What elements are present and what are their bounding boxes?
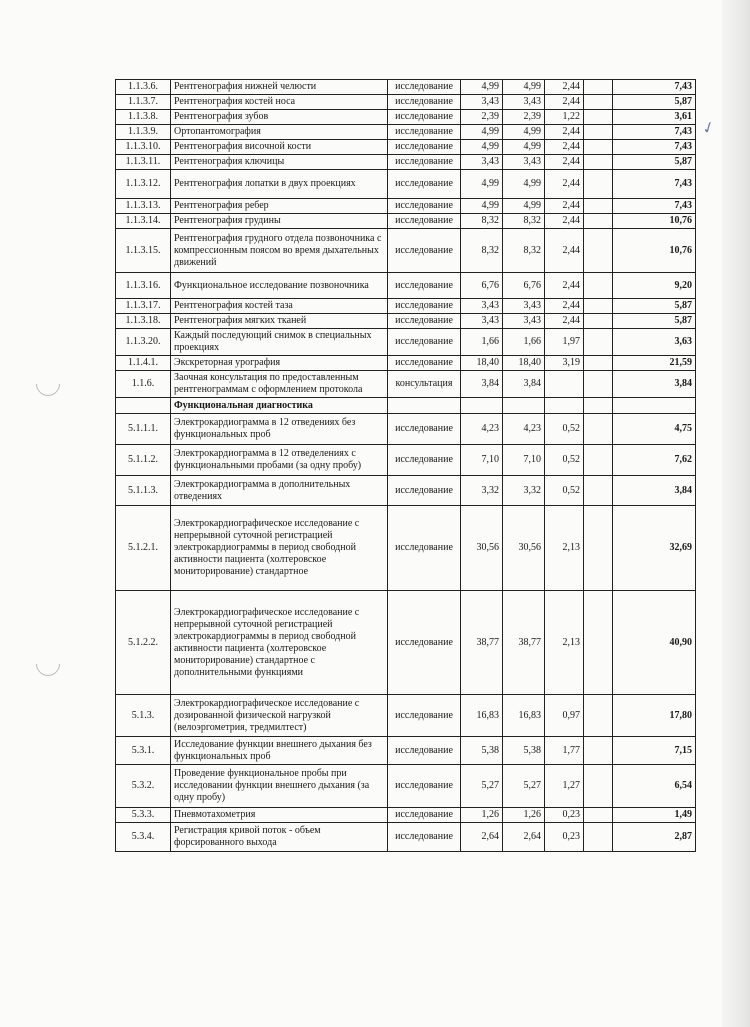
service-name: Рентгенография костей носа (171, 95, 388, 110)
service-unit: исследование (388, 823, 461, 852)
value-b: 1,66 (503, 329, 545, 356)
total-price: 6,54 (613, 765, 696, 808)
value-c: 0,52 (545, 476, 584, 506)
value-c: 2,44 (545, 273, 584, 299)
table-row (116, 329, 696, 356)
service-unit: исследование (388, 229, 461, 273)
service-name: Рентгенография ключицы (171, 155, 388, 170)
value-c: 1,97 (545, 329, 584, 356)
table-row (116, 476, 696, 506)
value-d (584, 591, 613, 695)
service-unit: исследование (388, 414, 461, 445)
total-price: 17,80 (613, 695, 696, 737)
service-code: 5.1.3. (116, 695, 171, 737)
value-b: 4,99 (503, 199, 545, 214)
service-unit: исследование (388, 95, 461, 110)
value-a: 3,43 (461, 299, 503, 314)
service-unit: исследование (388, 80, 461, 95)
service-name: Рентгенография височной кости (171, 140, 388, 155)
table-row (116, 371, 696, 398)
table-row (116, 299, 696, 314)
table-row (116, 273, 696, 299)
table-row (116, 823, 696, 852)
value-d (584, 506, 613, 591)
value-a: 7,10 (461, 445, 503, 476)
service-unit: исследование (388, 125, 461, 140)
value-b: 7,10 (503, 445, 545, 476)
value-b: 4,99 (503, 125, 545, 140)
value-c: 2,44 (545, 170, 584, 199)
service-name: Экскреторная урография (171, 356, 388, 371)
value-b: 16,83 (503, 695, 545, 737)
value-c: 1,27 (545, 765, 584, 808)
value-c: 2,44 (545, 125, 584, 140)
service-unit: исследование (388, 695, 461, 737)
value-c (545, 371, 584, 398)
value-a: 4,99 (461, 80, 503, 95)
value-a: 38,77 (461, 591, 503, 695)
total-price: 5,87 (613, 95, 696, 110)
value-a: 8,32 (461, 214, 503, 229)
service-code: 5.3.4. (116, 823, 171, 852)
service-name: Электрокардиограмма в 12 отведениях без функциональных проб (171, 414, 388, 445)
value-d (584, 125, 613, 140)
total-price: 21,59 (613, 356, 696, 371)
service-code: 1.1.3.7. (116, 95, 171, 110)
section-empty-cell (545, 398, 584, 414)
value-c: 2,44 (545, 155, 584, 170)
value-d (584, 808, 613, 823)
value-b: 3,43 (503, 299, 545, 314)
total-price: 10,76 (613, 229, 696, 273)
service-name: Электрокардиографическое исследование с дозированной физической нагрузкой (велоэргометрия, тредмилтест) (171, 695, 388, 737)
value-b: 3,84 (503, 371, 545, 398)
service-name: Рентгенография ребер (171, 199, 388, 214)
total-price: 5,87 (613, 155, 696, 170)
value-a: 6,76 (461, 273, 503, 299)
value-c: 0,97 (545, 695, 584, 737)
service-name: Заочная консультация по предоставленным рентгенограммам с оформлением протокола (171, 371, 388, 398)
service-code: 5.1.2.1. (116, 506, 171, 591)
service-code: 1.1.3.11. (116, 155, 171, 170)
service-name: Проведение функциональное пробы при исследовании функции внешнего дыхания (за одну пробу) (171, 765, 388, 808)
value-d (584, 214, 613, 229)
value-d (584, 823, 613, 852)
value-b: 8,32 (503, 214, 545, 229)
total-price: 7,43 (613, 125, 696, 140)
service-name: Электрокардиограмма в дополнительных отведениях (171, 476, 388, 506)
table-row (116, 125, 696, 140)
value-a: 1,26 (461, 808, 503, 823)
value-d (584, 273, 613, 299)
service-unit: исследование (388, 476, 461, 506)
value-b: 18,40 (503, 356, 545, 371)
service-name: Электрокардиограмма в 12 отведелениях с функциональными пробами (за одну пробу) (171, 445, 388, 476)
value-a: 30,56 (461, 506, 503, 591)
service-unit: исследование (388, 356, 461, 371)
value-a: 3,32 (461, 476, 503, 506)
value-d (584, 414, 613, 445)
service-code: 5.3.1. (116, 737, 171, 765)
value-d (584, 445, 613, 476)
value-a: 3,43 (461, 95, 503, 110)
value-b: 4,99 (503, 140, 545, 155)
service-unit: исследование (388, 273, 461, 299)
total-price: 7,43 (613, 80, 696, 95)
service-name: Функциональное исследование позвоночника (171, 273, 388, 299)
value-d (584, 737, 613, 765)
value-d (584, 765, 613, 808)
table-row (116, 356, 696, 371)
check-mark-icon: ✓ (699, 118, 719, 139)
service-name: Пневмотахометрия (171, 808, 388, 823)
value-c: 0,23 (545, 808, 584, 823)
value-d (584, 371, 613, 398)
service-name: Исследование функции внешнего дыхания без функциональных проб (171, 737, 388, 765)
service-name: Ортопантомография (171, 125, 388, 140)
value-a: 3,43 (461, 155, 503, 170)
section-row (116, 398, 696, 414)
section-empty-cell (503, 398, 545, 414)
service-code: 1.1.3.9. (116, 125, 171, 140)
service-unit: исследование (388, 155, 461, 170)
service-unit: исследование (388, 737, 461, 765)
service-name: Рентгенография зубов (171, 110, 388, 125)
section-title: Функциональная диагностика (171, 398, 388, 414)
service-name: Рентгенография мягких тканей (171, 314, 388, 329)
value-b: 3,43 (503, 155, 545, 170)
table-row (116, 445, 696, 476)
service-name: Рентгенография грудины (171, 214, 388, 229)
value-d (584, 155, 613, 170)
value-a: 1,66 (461, 329, 503, 356)
service-name: Рентгенография грудного отдела позвоночника с компрессионным поясом во время дыхательных движений (171, 229, 388, 273)
table-row (116, 155, 696, 170)
service-code: 5.1.1.3. (116, 476, 171, 506)
service-unit: исследование (388, 591, 461, 695)
value-a: 18,40 (461, 356, 503, 371)
service-code: 1.1.3.6. (116, 80, 171, 95)
service-name: Каждый последующий снимок в специальных проекциях (171, 329, 388, 356)
service-code: 1.1.4.1. (116, 356, 171, 371)
value-d (584, 110, 613, 125)
value-d (584, 170, 613, 199)
value-b: 3,43 (503, 314, 545, 329)
value-d (584, 314, 613, 329)
service-code: 1.1.3.14. (116, 214, 171, 229)
table-row (116, 170, 696, 199)
value-c: 2,44 (545, 199, 584, 214)
service-unit: исследование (388, 329, 461, 356)
service-code: 5.1.2.2. (116, 591, 171, 695)
table-row (116, 765, 696, 808)
total-price: 7,43 (613, 140, 696, 155)
value-b: 5,27 (503, 765, 545, 808)
service-code: 1.1.3.12. (116, 170, 171, 199)
value-a: 4,99 (461, 125, 503, 140)
section-code-cell (116, 398, 171, 414)
service-code: 1.1.3.18. (116, 314, 171, 329)
value-b: 2,39 (503, 110, 545, 125)
value-a: 4,99 (461, 170, 503, 199)
service-code: 1.1.3.13. (116, 199, 171, 214)
value-a: 2,39 (461, 110, 503, 125)
value-d (584, 229, 613, 273)
value-a: 3,43 (461, 314, 503, 329)
section-empty-cell (461, 398, 503, 414)
value-c: 2,44 (545, 299, 584, 314)
section-empty-cell (388, 398, 461, 414)
table-row (116, 808, 696, 823)
table-row (116, 199, 696, 214)
service-code: 1.1.6. (116, 371, 171, 398)
value-d (584, 695, 613, 737)
value-c: 1,22 (545, 110, 584, 125)
value-b: 5,38 (503, 737, 545, 765)
value-c: 1,77 (545, 737, 584, 765)
service-code: 1.1.3.10. (116, 140, 171, 155)
service-unit: исследование (388, 445, 461, 476)
total-price: 2,87 (613, 823, 696, 852)
value-b: 3,32 (503, 476, 545, 506)
service-unit: исследование (388, 765, 461, 808)
table-row (116, 95, 696, 110)
total-price: 10,76 (613, 214, 696, 229)
service-name: Регистрация кривой поток - объем форсированного выхода (171, 823, 388, 852)
service-unit: исследование (388, 170, 461, 199)
service-unit: исследование (388, 199, 461, 214)
service-unit: консультация (388, 371, 461, 398)
service-unit: исследование (388, 140, 461, 155)
section-empty-cell (584, 398, 613, 414)
value-a: 8,32 (461, 229, 503, 273)
value-d (584, 80, 613, 95)
value-a: 3,84 (461, 371, 503, 398)
service-name: Электрокардиографическое исследование с непрерывной суточной регистрацией электрокардиограммы в период свободной активности пациента (холтеровское мониторирование) стандартное (171, 506, 388, 591)
value-c: 2,44 (545, 229, 584, 273)
service-name: Рентгенография костей таза (171, 299, 388, 314)
value-a: 5,38 (461, 737, 503, 765)
service-code: 5.3.2. (116, 765, 171, 808)
table-row (116, 414, 696, 445)
service-code: 5.1.1.1. (116, 414, 171, 445)
total-price: 7,15 (613, 737, 696, 765)
value-a: 4,99 (461, 199, 503, 214)
table-row (116, 229, 696, 273)
service-code: 5.1.1.2. (116, 445, 171, 476)
service-code: 1.1.3.8. (116, 110, 171, 125)
service-unit: исследование (388, 506, 461, 591)
total-price: 9,20 (613, 273, 696, 299)
value-d (584, 199, 613, 214)
section-empty-cell (613, 398, 696, 414)
page-edge (722, 0, 750, 1027)
price-table-body (116, 80, 696, 852)
value-a: 16,83 (461, 695, 503, 737)
value-a: 4,23 (461, 414, 503, 445)
service-unit: исследование (388, 214, 461, 229)
value-d (584, 476, 613, 506)
value-b: 2,64 (503, 823, 545, 852)
total-price: 7,43 (613, 199, 696, 214)
value-c: 0,23 (545, 823, 584, 852)
table-row (116, 110, 696, 125)
table-row (116, 314, 696, 329)
value-a: 5,27 (461, 765, 503, 808)
service-code: 1.1.3.16. (116, 273, 171, 299)
value-c: 2,44 (545, 95, 584, 110)
total-price: 5,87 (613, 314, 696, 329)
total-price: 3,61 (613, 110, 696, 125)
service-name: Электрокардиографическое исследование с непрерывной суточной регистрацией электрокардиограммы в период свободной активности пациента (холтеровское мониторирование) стандартное с дополнительными функциями (171, 591, 388, 695)
value-b: 3,43 (503, 95, 545, 110)
punch-hole-bottom (31, 647, 65, 681)
value-c: 3,19 (545, 356, 584, 371)
value-c: 2,13 (545, 591, 584, 695)
service-code: 1.1.3.20. (116, 329, 171, 356)
value-b: 4,99 (503, 170, 545, 199)
value-d (584, 356, 613, 371)
value-c: 2,13 (545, 506, 584, 591)
value-b: 30,56 (503, 506, 545, 591)
total-price: 1,49 (613, 808, 696, 823)
service-unit: исследование (388, 110, 461, 125)
table-row (116, 695, 696, 737)
total-price: 32,69 (613, 506, 696, 591)
value-c: 2,44 (545, 80, 584, 95)
value-c: 2,44 (545, 314, 584, 329)
value-c: 2,44 (545, 140, 584, 155)
total-price: 3,84 (613, 371, 696, 398)
service-code: 1.1.3.17. (116, 299, 171, 314)
value-d (584, 329, 613, 356)
total-price: 7,43 (613, 170, 696, 199)
total-price: 40,90 (613, 591, 696, 695)
value-d (584, 140, 613, 155)
table-row (116, 506, 696, 591)
table-row (116, 140, 696, 155)
service-code: 1.1.3.15. (116, 229, 171, 273)
value-d (584, 95, 613, 110)
value-b: 6,76 (503, 273, 545, 299)
total-price: 5,87 (613, 299, 696, 314)
value-c: 2,44 (545, 214, 584, 229)
table-row (116, 737, 696, 765)
value-b: 4,23 (503, 414, 545, 445)
total-price: 3,63 (613, 329, 696, 356)
table-row (116, 80, 696, 95)
value-c: 0,52 (545, 445, 584, 476)
value-a: 4,99 (461, 140, 503, 155)
value-b: 4,99 (503, 80, 545, 95)
service-name: Рентгенография нижней челюсти (171, 80, 388, 95)
value-b: 1,26 (503, 808, 545, 823)
table-row (116, 591, 696, 695)
service-unit: исследование (388, 808, 461, 823)
total-price: 3,84 (613, 476, 696, 506)
service-name: Рентгенография лопатки в двух проекциях (171, 170, 388, 199)
service-unit: исследование (388, 314, 461, 329)
value-a: 2,64 (461, 823, 503, 852)
value-d (584, 299, 613, 314)
total-price: 4,75 (613, 414, 696, 445)
total-price: 7,62 (613, 445, 696, 476)
service-unit: исследование (388, 299, 461, 314)
value-b: 38,77 (503, 591, 545, 695)
value-b: 8,32 (503, 229, 545, 273)
table-row (116, 214, 696, 229)
service-code: 5.3.3. (116, 808, 171, 823)
price-table (115, 79, 696, 852)
value-c: 0,52 (545, 414, 584, 445)
punch-hole-top (31, 367, 65, 401)
